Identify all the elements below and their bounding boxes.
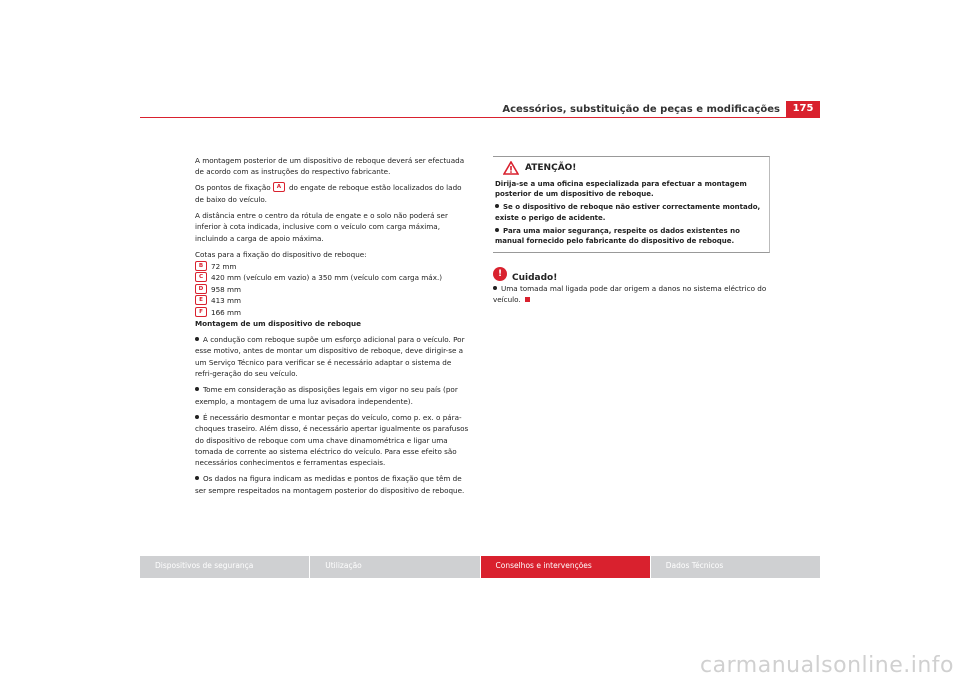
warning-bullet-text: Se o dispositivo de reboque não estiver correctamente montado, existe o perigo de acidente. [495,203,761,222]
warning-intro: Dirija-se a uma oficina especializada para efectuar a montagem posterior de um dispositivo de reboque. [495,180,747,199]
bullet-dot-icon [493,286,497,290]
caution-exclamation-icon: ! [493,267,507,281]
header-divider [140,117,820,118]
caution-body [493,283,773,305]
bullet-dot-icon [195,415,199,419]
bullet-text: Os dados na figura indicam as medidas e pontos de fixação que têm de ser sempre respeitados na montagem posterior do dispositivo de reboque. [195,474,465,495]
bullet-item [195,473,470,496]
dims-intro: Cotas para a fixação do dispositivo de reboque: [195,249,367,259]
distance-paragraph: A distância entre o centro da rótula de engate e o solo não poderá ser inferior à cota indicada, inclusive com o veículo com carga máxima, incluindo a carga de apoio máxima. [195,210,448,243]
bullet-text: Tome em consideração as disposições legais em vigor no seu país (por exemplo, a montagem de uma luz avisadora independente). [195,385,458,406]
dimension-row [195,295,470,306]
dimension-row [195,272,470,283]
bullet-text: A condução com reboque supõe um esforço adicional para o veículo. Por esse motivo, antes de montar um dispositivo de reboque, deve dirigir-se a um Serviço Técnico para verificar se é necessário adaptar o sistema de refri-geração do seu veículo. [195,335,465,379]
dimension-badge: B [195,261,207,271]
bullet-dot-icon [495,204,499,208]
bullet-dot-icon [195,337,199,341]
dimension-value: 166 mm [211,307,242,317]
dimension-row [195,284,470,295]
warning-title: ATENÇÃO! [525,162,577,173]
warning-body [493,179,769,246]
bullet-item [195,412,470,469]
warning-box [493,156,770,253]
dimension-value: 413 mm [211,296,242,306]
bullet-dot-icon [195,476,199,480]
footer-tab-dados-tecnicos[interactable]: Dados Técnicos [651,556,820,578]
figure-marker-badge: A [273,182,285,192]
watermark: carmanualsonline.info [700,653,954,678]
footer-tab-seguranca[interactable]: Dispositivos de segurança [140,556,309,578]
bullet-item [195,334,470,380]
footer-nav [140,556,820,578]
dimension-badge: E [195,295,207,305]
dimension-value: 72 mm [211,262,237,272]
warning-bullet [495,226,765,246]
dimension-value: 958 mm [211,284,242,294]
footer-tab-conselhos[interactable]: Conselhos e intervenções [481,556,650,578]
warning-bullet-text: Para uma maior segurança, respeite os dados existentes no manual fornecido pelo fabricante do dispositivo de reboque. [495,226,740,246]
dimension-badge: D [195,284,207,294]
caution-text: Uma tomada mal ligada pode dar origem a danos no sistema eléctrico do veículo. [493,284,767,304]
dimension-badge: F [195,307,207,317]
bullet-text: É necessário desmontar e montar peças do veículo, como p. ex. o pára-choques traseiro. Além disso, é necessário apertar igualmente os parafusos do dispositivo de reboque com uma chave dinamométrica e ligar uma tomada de corrente ao sistema eléctrico do veículo. Para esse efeito são necessários conhecimentos e ferramentas especiais. [195,412,469,468]
end-of-section-icon [525,297,530,302]
caution-title: Cuidado! [512,273,558,283]
section-heading: Montagem de um dispositivo de reboque [195,319,362,329]
intro-paragraph: A montagem posterior de um dispositivo de reboque deverá ser efectuada de acordo com as instruções do respectivo fabricante. [195,156,465,177]
warning-triangle-icon [503,161,519,175]
warning-header [493,157,769,179]
dimension-badge: C [195,272,207,282]
dimension-value: 420 mm (veículo em vazio) a 350 mm (veículo com carga máx.) [211,273,443,283]
fix-points-text-after: do engate de reboque estão localizados do lado de baixo do veículo. [195,183,462,204]
left-column [195,155,470,501]
dimension-row [195,307,470,318]
page-header-title: Acessórios, substituição de peças e modificações [502,104,780,115]
fix-points-paragraph [195,182,470,205]
bullet-item [195,384,470,407]
footer-tab-utilizacao[interactable]: Utilização [310,556,479,578]
bullet-dot-icon [195,387,199,391]
warning-bullet [495,202,765,222]
page-number: 175 [786,101,820,117]
caution-header [493,265,557,283]
dimension-row [195,261,470,272]
fix-points-text-before: Os pontos de fixação [195,183,271,193]
bullet-dot-icon [495,228,499,232]
